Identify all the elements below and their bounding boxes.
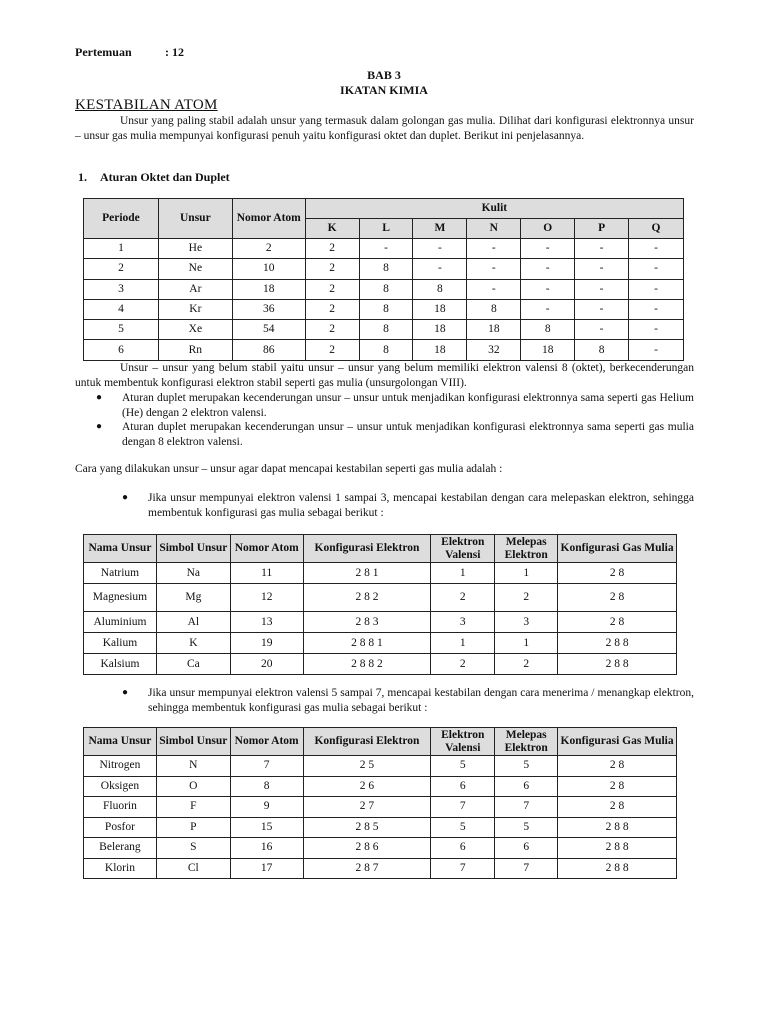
table-cell: 7 <box>495 797 558 818</box>
header-nomor-atom: Nomor Atom <box>230 535 303 563</box>
table-cell: 2 8 <box>558 563 677 584</box>
table-cell: - <box>413 259 467 279</box>
table-cell: - <box>629 340 684 360</box>
subsection-heading <box>78 170 230 185</box>
table-row <box>84 340 684 360</box>
header-shell: O <box>521 219 575 239</box>
table-cell: 2 8 8 1 <box>303 633 431 654</box>
table-cell: 2 <box>431 654 495 675</box>
table-cell: 5 <box>431 756 495 777</box>
table-cell: 3 <box>84 279 159 299</box>
bullet-octet <box>96 420 694 449</box>
meeting-value: : 12 <box>165 45 184 59</box>
header-melepas-elektron: Melepas Elektron <box>495 728 558 756</box>
table-cell: 16 <box>230 838 303 859</box>
table-row <box>84 756 677 777</box>
table-row <box>84 279 684 299</box>
table-cell: 2 8 <box>558 756 677 777</box>
section-title: KESTABILAN ATOM <box>75 97 218 113</box>
meeting-line <box>75 45 184 60</box>
table-cell: 6 <box>495 776 558 797</box>
table-cell: 2 <box>305 299 359 319</box>
table-cell: 2 <box>495 654 558 675</box>
table-cell: 2 8 8 <box>558 858 677 879</box>
header-shell: M <box>413 219 467 239</box>
table-cell: 2 5 <box>303 756 431 777</box>
table-cell: 2 8 1 <box>303 563 431 584</box>
table-cell: 2 8 8 <box>558 817 677 838</box>
table-cell: N <box>156 756 230 777</box>
table-cell: - <box>629 279 684 299</box>
table-row <box>84 299 684 319</box>
table-cell: 2 <box>232 239 305 259</box>
table-cell: - <box>521 279 575 299</box>
header-shell: K <box>305 219 359 239</box>
table-cell: - <box>629 299 684 319</box>
table-row <box>84 817 677 838</box>
table-cell: 2 <box>84 259 159 279</box>
bullet-text: Jika unsur mempunyai elektron valensi 1 sampai 3, mencapai kestabilan dengan cara melepaskan elektron, sehingga membentuk konfigurasi gas mulia sebagai berikut : <box>148 492 694 519</box>
header-nama-unsur: Nama Unsur <box>84 535 157 563</box>
table-cell: 18 <box>413 299 467 319</box>
table-cell: 2 8 <box>558 797 677 818</box>
table-cell: - <box>521 239 575 259</box>
shell-configuration-table <box>83 198 684 361</box>
table-cell: 2 <box>305 279 359 299</box>
table-cell: 17 <box>230 858 303 879</box>
table-cell: 36 <box>232 299 305 319</box>
table-row <box>84 858 677 879</box>
header-simbol-unsur: Simbol Unsur <box>156 728 230 756</box>
table-cell: - <box>467 239 521 259</box>
table-cell: 18 <box>413 340 467 360</box>
table-cell: 8 <box>359 259 413 279</box>
table-cell: 8 <box>467 299 521 319</box>
table-cell: 54 <box>232 320 305 340</box>
table-cell: 2 8 <box>558 612 677 633</box>
table-cell: 7 <box>230 756 303 777</box>
header-shell: P <box>575 219 629 239</box>
table-cell: - <box>575 259 629 279</box>
header-kulit: Kulit <box>305 199 683 219</box>
table-cell: 3 <box>495 612 558 633</box>
table-cell: 32 <box>467 340 521 360</box>
table-cell: K <box>156 633 230 654</box>
table-cell: 1 <box>495 633 558 654</box>
header-konfigurasi-elektron: Konfigurasi Elektron <box>303 728 431 756</box>
table-cell: 2 <box>495 584 558 612</box>
header-shell: Q <box>629 219 684 239</box>
table-cell: - <box>359 239 413 259</box>
table-cell: Nitrogen <box>84 756 157 777</box>
table-cell: 1 <box>431 633 495 654</box>
table-row <box>84 239 684 259</box>
table-cell: 6 <box>431 776 495 797</box>
table-cell: - <box>575 299 629 319</box>
table-cell: 2 8 7 <box>303 858 431 879</box>
table-cell: 1 <box>495 563 558 584</box>
table-cell: 2 8 2 <box>303 584 431 612</box>
release-electron-table <box>83 534 677 675</box>
header-nama-unsur: Nama Unsur <box>84 728 157 756</box>
table-cell: 1 <box>84 239 159 259</box>
table-cell: Xe <box>158 320 232 340</box>
table-cell: 2 6 <box>303 776 431 797</box>
table-cell: Fluorin <box>84 797 157 818</box>
table-cell: - <box>575 320 629 340</box>
table-cell: - <box>467 259 521 279</box>
header-konfigurasi-gas-mulia: Konfigurasi Gas Mulia <box>558 728 677 756</box>
header-simbol-unsur: Simbol Unsur <box>156 535 230 563</box>
header-melepas-elektron: Melepas Elektron <box>495 535 558 563</box>
table-cell: 7 <box>495 858 558 879</box>
table-cell: Kalium <box>84 633 157 654</box>
table-row <box>84 612 677 633</box>
table-cell: Rn <box>158 340 232 360</box>
header-elektron-valensi: Elektron Valensi <box>431 535 495 563</box>
table-cell: Cl <box>156 858 230 879</box>
table-cell: 18 <box>232 279 305 299</box>
table-cell: 8 <box>359 299 413 319</box>
intro-paragraph: Unsur yang paling stabil adalah unsur yang termasuk dalam golongan gas mulia. Dilihat dari konfigurasi elektronnya unsur – unsur gas mulia mempunyai konfigurasi penuh yaitu konfigurasi oktet dan duplet. Berikut ini penjelasannya. <box>75 115 694 142</box>
header-konfigurasi-gas-mulia: Konfigurasi Gas Mulia <box>558 535 677 563</box>
table-cell: Klorin <box>84 858 157 879</box>
table-row <box>84 797 677 818</box>
bullet-text: Aturan duplet merupakan kecenderungan unsur – unsur untuk menjadikan konfigurasi elektronnya sama seperti gas mulia dengan 8 elektron valensi. <box>122 421 694 448</box>
table-cell: Magnesium <box>84 584 157 612</box>
bullet-duplet <box>96 391 694 420</box>
table-cell: 11 <box>230 563 303 584</box>
table-cell: 3 <box>431 612 495 633</box>
table-cell: 9 <box>230 797 303 818</box>
table-cell: 8 <box>575 340 629 360</box>
table-cell: 12 <box>230 584 303 612</box>
table-row <box>84 320 684 340</box>
table-cell: Natrium <box>84 563 157 584</box>
table-cell: 18 <box>521 340 575 360</box>
table-cell: - <box>413 239 467 259</box>
table-cell: O <box>156 776 230 797</box>
table-cell: 2 8 5 <box>303 817 431 838</box>
table-cell: 5 <box>495 756 558 777</box>
table-cell: 2 <box>305 259 359 279</box>
header-nomor-atom: Nomor Atom <box>230 728 303 756</box>
bullet-dot: ● <box>96 421 103 432</box>
table-row <box>84 776 677 797</box>
table-cell: - <box>629 239 684 259</box>
table-cell: 4 <box>84 299 159 319</box>
subsection-number: 1. <box>78 170 87 184</box>
bullet-dot: ● <box>122 492 129 503</box>
table-cell: 15 <box>230 817 303 838</box>
header-periode: Periode <box>84 199 159 239</box>
table-cell: 2 <box>305 340 359 360</box>
table-row <box>84 259 684 279</box>
table-cell: 8 <box>413 279 467 299</box>
table-cell: 2 <box>305 239 359 259</box>
table-cell: Aluminium <box>84 612 157 633</box>
table-cell: 2 8 3 <box>303 612 431 633</box>
table-row <box>84 654 677 675</box>
table-cell: 7 <box>431 797 495 818</box>
table-cell: 2 8 8 <box>558 633 677 654</box>
table-cell: - <box>575 279 629 299</box>
bullet-dot: ● <box>122 687 129 698</box>
table-row <box>84 584 677 612</box>
header-nomor-atom: Nomor Atom <box>232 199 305 239</box>
bullet-accept <box>122 686 694 715</box>
header-shell: L <box>359 219 413 239</box>
header-shell: N <box>467 219 521 239</box>
table-cell: - <box>629 259 684 279</box>
table-cell: - <box>629 320 684 340</box>
header-elektron-valensi: Elektron Valensi <box>431 728 495 756</box>
table-cell: 6 <box>84 340 159 360</box>
table-cell: 86 <box>232 340 305 360</box>
table-cell: Na <box>156 563 230 584</box>
table-cell: - <box>521 299 575 319</box>
table-cell: Posfor <box>84 817 157 838</box>
table-row <box>84 563 677 584</box>
method-paragraph: Cara yang dilakukan unsur – unsur agar dapat mencapai kestabilan seperti gas mulia adalah : <box>75 463 503 475</box>
bullet-text: Jika unsur mempunyai elektron valensi 5 sampai 7, mencapai kestabilan dengan cara menerima / menangkap elektron, sehingga membentuk konfigurasi gas mulia sebagai berikut : <box>148 687 694 714</box>
table-cell: Al <box>156 612 230 633</box>
table-cell: Ca <box>156 654 230 675</box>
table-cell: 7 <box>431 858 495 879</box>
table-cell: P <box>156 817 230 838</box>
subsection-title: Aturan Oktet dan Duplet <box>100 170 230 184</box>
table-cell: 8 <box>521 320 575 340</box>
table-cell: 2 7 <box>303 797 431 818</box>
table-row <box>84 838 677 859</box>
table-cell: He <box>158 239 232 259</box>
table-cell: 2 8 8 <box>558 838 677 859</box>
table-cell: 5 <box>431 817 495 838</box>
table-cell: 2 8 8 2 <box>303 654 431 675</box>
table-cell: 2 8 <box>558 584 677 612</box>
table-cell: 5 <box>84 320 159 340</box>
table-cell: 19 <box>230 633 303 654</box>
table-cell: - <box>521 259 575 279</box>
table-cell: 8 <box>359 340 413 360</box>
table-cell: 6 <box>495 838 558 859</box>
table-cell: Kalsium <box>84 654 157 675</box>
table-cell: - <box>575 239 629 259</box>
table-cell: 18 <box>467 320 521 340</box>
table-cell: 1 <box>431 563 495 584</box>
table-cell: 2 8 6 <box>303 838 431 859</box>
table-cell: 13 <box>230 612 303 633</box>
table-cell: 2 8 <box>558 776 677 797</box>
table-cell: F <box>156 797 230 818</box>
table-cell: Mg <box>156 584 230 612</box>
table-cell: 8 <box>359 279 413 299</box>
header-konfigurasi-elektron: Konfigurasi Elektron <box>303 535 431 563</box>
table-cell: 5 <box>495 817 558 838</box>
header-unsur: Unsur <box>158 199 232 239</box>
table-cell: 2 <box>431 584 495 612</box>
table-cell: S <box>156 838 230 859</box>
bullet-dot: ● <box>96 392 103 403</box>
table-cell: - <box>467 279 521 299</box>
accept-electron-table <box>83 727 677 879</box>
table-cell: 2 <box>305 320 359 340</box>
table-cell: 8 <box>359 320 413 340</box>
table-cell: Ar <box>158 279 232 299</box>
after-table1-paragraph: Unsur – unsur yang belum stabil yaitu unsur – unsur yang belum memiliki elektron valensi 8 (oktet), berkecenderungan untuk membentuk konfigurasi elektron stabil seperti gas mulia (unsurgolongan VIII). <box>75 362 694 389</box>
table-cell: 8 <box>230 776 303 797</box>
chapter-title: IKATAN KIMIA <box>340 83 428 97</box>
table-cell: 6 <box>431 838 495 859</box>
bullet-release <box>122 491 694 520</box>
table-cell: Belerang <box>84 838 157 859</box>
meeting-label: Pertemuan <box>75 45 132 59</box>
table-row <box>84 633 677 654</box>
table-cell: Oksigen <box>84 776 157 797</box>
table-cell: Kr <box>158 299 232 319</box>
chapter-number: BAB 3 <box>367 68 401 82</box>
table-cell: 18 <box>413 320 467 340</box>
table-cell: 2 8 8 <box>558 654 677 675</box>
table-cell: 20 <box>230 654 303 675</box>
bullet-text: Aturan duplet merupakan kecenderungan unsur – unsur untuk menjadikan konfigurasi elektronnya sama seperti gas Helium (He) dengan 2 elektron valensi. <box>122 392 694 419</box>
table-cell: Ne <box>158 259 232 279</box>
table-cell: 10 <box>232 259 305 279</box>
